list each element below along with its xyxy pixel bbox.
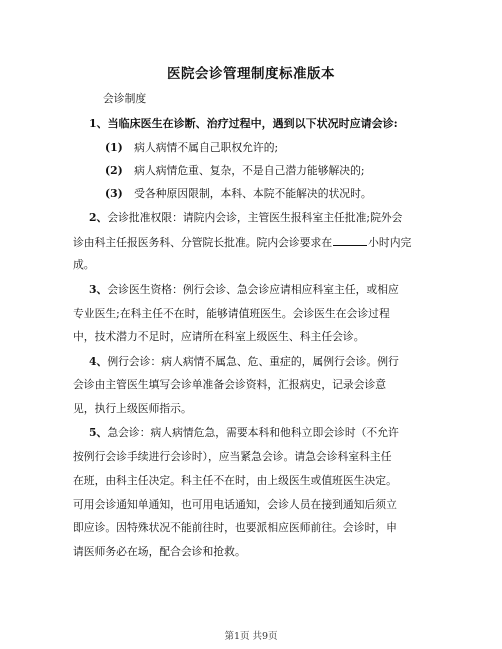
- clause-5-line-2: 按例行会诊手续进行会诊时），应当紧急会诊。请急会诊科室科主任: [73, 450, 392, 463]
- section-heading: 会诊制度: [103, 92, 147, 105]
- clause-number: 2、: [89, 211, 108, 224]
- clause-2-line-2: 诊由科主任报医务科、分管院长批准。院内会诊要求在 小时内完: [73, 236, 412, 249]
- clause-2-line-1: 2、会诊批准权限：请院内会诊，主管医生报科室主任批准;院外会: [89, 211, 403, 224]
- item-text: 病人病情危重、复杂，不是自己潜力能够解决的;: [134, 164, 365, 177]
- clause-5-line-1: 5、急会诊：病人病情危急，需要本科和他科立即会诊时（不允许: [89, 426, 399, 439]
- item-text: 病人病情不属自己职权允许的;: [134, 141, 279, 154]
- item-text: 受各种原因限制，本科、本院不能解决的状况时。: [134, 187, 372, 200]
- clause-number: 4、: [89, 355, 108, 368]
- clause-5-line-3: 在班，由科主任决定。科主任不在时，由上级医生或值班医生决定。: [73, 474, 397, 487]
- item-number: (2): [105, 164, 123, 177]
- clause-number: 5、: [89, 426, 108, 439]
- clause-3-line-2: 专业医生;在科主任不在时，能够请值班医生。会诊医生在会诊过程: [73, 307, 390, 320]
- item-number: (3): [105, 187, 123, 200]
- clause-1-item-3: [105, 187, 372, 201]
- clause-3-line-3: 中，技术潜力不足时，应请所在科室上级医生、科主任会诊。: [73, 330, 365, 343]
- clause-2-line-3: 成。: [73, 258, 95, 271]
- clause-4-line-1: 4、例行会诊：病人病情不属急、危、重症的，属例行会诊。例行: [89, 355, 399, 368]
- document-title: 医院会诊管理制度标准版本: [167, 66, 335, 82]
- fill-in-blank: [333, 235, 367, 246]
- clause-5-line-6: 请医师务必在场，配合会诊和抢救。: [73, 545, 246, 558]
- clause-1-item-1: [105, 141, 278, 155]
- clause-5-line-4: 可用会诊通知单通知，也可用电话通知，会诊人员在接到通知后须立: [73, 498, 397, 511]
- page-footer: 第1页 共9页: [224, 631, 278, 642]
- clause-1-heading: 1、当临床医生在诊断、治疗过程中，遇到以下状况时应请会诊:: [89, 117, 398, 130]
- item-number: (1): [105, 141, 123, 154]
- clause-4-line-2: 会诊由主管医生填写会诊单准备会诊资料，汇报病史，记录会诊意: [73, 378, 387, 391]
- clause-5-line-5: 即应诊。因特殊状况不能前往时，也要派相应医师前往。会诊时，申: [73, 521, 397, 534]
- clause-1-item-2: [105, 164, 365, 178]
- clause-4-line-3: 见，执行上级医师指示。: [73, 402, 192, 415]
- clause-number: 3、: [89, 283, 108, 296]
- clause-3-line-1: 3、会诊医生资格：例行会诊、急会诊应请相应科室主任，或相应: [89, 283, 399, 296]
